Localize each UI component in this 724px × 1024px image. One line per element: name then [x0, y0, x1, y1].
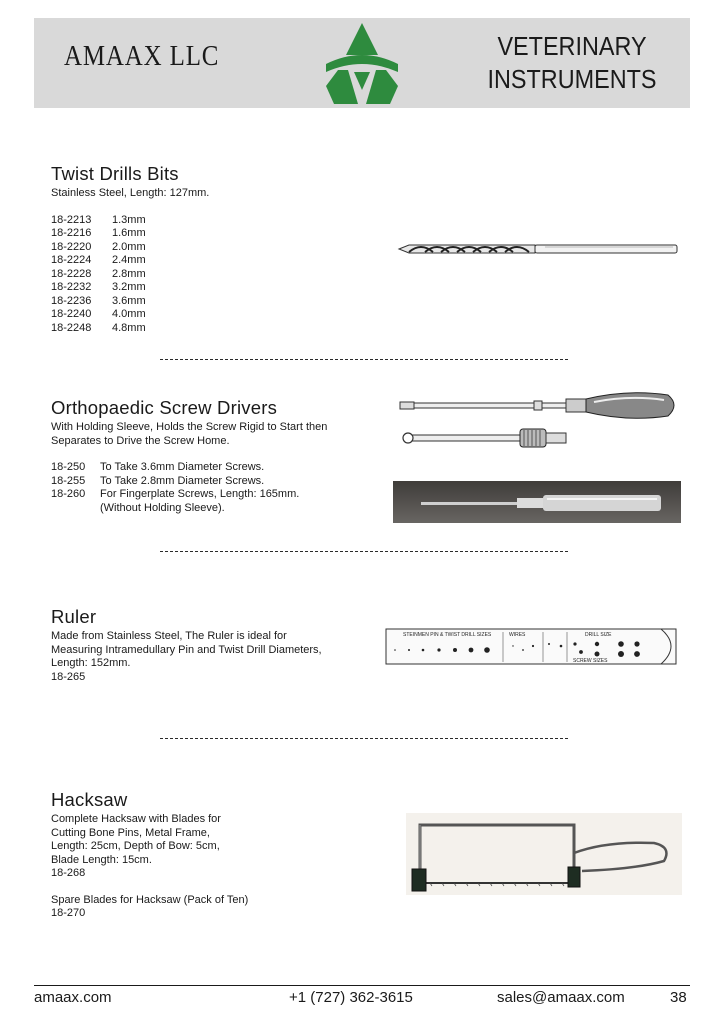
item-size: 4.8mm [112, 321, 146, 334]
list-item [51, 461, 381, 475]
item-size: 2.4mm [112, 254, 146, 266]
item-code: 18-250 [51, 461, 86, 473]
list-item [51, 322, 381, 336]
spare-blades-code: 18-270 [51, 907, 86, 919]
item-code: 18-260 [51, 488, 86, 500]
item-text: To Take 2.8mm Diameter Screws. [100, 474, 265, 487]
page-number: 38 [670, 989, 687, 1006]
item-code: 18-2248 [51, 321, 92, 334]
list-item [51, 227, 381, 241]
screw-driver-image [398, 389, 682, 423]
list-item [51, 488, 381, 515]
item-size: 2.8mm [112, 267, 146, 280]
hacksaw-code: 18-268 [51, 867, 86, 879]
list-item [51, 475, 381, 489]
item-code: 18-2240 [51, 308, 92, 320]
twist-drills-list [51, 214, 381, 336]
item-code: 18-2236 [51, 294, 92, 307]
catalog-title-line2: INSTRUMENTS [487, 64, 657, 94]
section-divider [160, 738, 568, 739]
footer-divider [34, 985, 690, 986]
ruler-label-screw: SCREW SIZES [573, 658, 608, 664]
hacksaw-title: Hacksaw [51, 789, 128, 810]
item-code: 18-2232 [51, 281, 92, 293]
item-size: 1.6mm [112, 227, 146, 239]
list-item [51, 214, 381, 228]
item-size: 3.6mm [112, 294, 146, 307]
hacksaw-description: Complete Hacksaw with Blades for Cutting Bone Pins, Metal Frame, Length: 25cm, Depth of Bow: 5cm, Blade Length: 15cm. [51, 813, 221, 866]
ruler-label-drill: DRILL SIZE [585, 632, 612, 638]
twist-drills-description: Stainless Steel, Length: 127mm. [51, 187, 210, 199]
footer-website: amaax.com [34, 989, 112, 1006]
list-item [51, 268, 381, 282]
twist-drills-title: Twist Drills Bits [51, 163, 179, 184]
screw-drivers-section [51, 397, 381, 515]
footer-phone: +1 (727) 362-3615 [289, 989, 413, 1006]
amaax-triangle-logo-icon [318, 20, 406, 108]
company-name: AMAAX LLC [64, 40, 220, 72]
item-text: To Take 3.6mm Diameter Screws. [100, 461, 265, 473]
ruler-image [385, 628, 683, 666]
footer-email: sales@amaax.com [497, 989, 625, 1006]
ruler-label-wires: WIRES [509, 632, 526, 638]
list-item [51, 295, 381, 309]
section-divider [160, 551, 568, 552]
screw-drivers-list [51, 461, 381, 515]
ruler-code: 18-265 [51, 670, 86, 683]
item-size: 1.3mm [112, 213, 146, 226]
list-item [51, 308, 381, 322]
fingerplate-screw-driver-image [393, 481, 681, 523]
twist-drill-bit-image [395, 238, 681, 260]
list-item [51, 254, 381, 268]
item-text: For Fingerplate Screws, Length: 165mm. (Without Holding Sleeve). [100, 488, 300, 514]
holding-sleeve-image [398, 426, 574, 450]
screw-drivers-title: Orthopaedic Screw Drivers [51, 397, 278, 418]
twist-drills-section [51, 163, 381, 335]
ruler-label-pins: STEINMEN PIN & TWIST DRILL SIZES [403, 632, 492, 638]
item-code: 18-2228 [51, 267, 92, 280]
list-item [51, 241, 381, 255]
spare-blades-description: Spare Blades for Hacksaw (Pack of Ten) [51, 893, 249, 906]
list-item [51, 281, 381, 295]
ruler-title: Ruler [51, 606, 97, 627]
ruler-description: Made from Stainless Steel, The Ruler is ideal for Measuring Intramedullary Pin and Twist Drill Diameters, Length: 152mm. [51, 630, 322, 669]
section-divider [160, 359, 568, 360]
item-code: 18-2220 [51, 240, 92, 253]
ruler-section [51, 606, 381, 684]
page-header [34, 18, 690, 108]
screw-drivers-description: With Holding Sleeve, Holds the Screw Rigid to Start then Separates to Drive the Screw Home. [51, 421, 328, 447]
item-code: 18-2224 [51, 254, 92, 266]
item-size: 2.0mm [112, 240, 146, 253]
item-code: 18-2216 [51, 227, 92, 239]
item-size: 4.0mm [112, 308, 146, 320]
hacksaw-section [51, 789, 381, 921]
item-code: 18-255 [51, 474, 86, 487]
item-size: 3.2mm [112, 281, 146, 293]
catalog-title [482, 30, 662, 96]
item-code: 18-2213 [51, 213, 92, 226]
catalog-title-line1: VETERINARY [497, 31, 647, 61]
hacksaw-image [406, 813, 682, 895]
